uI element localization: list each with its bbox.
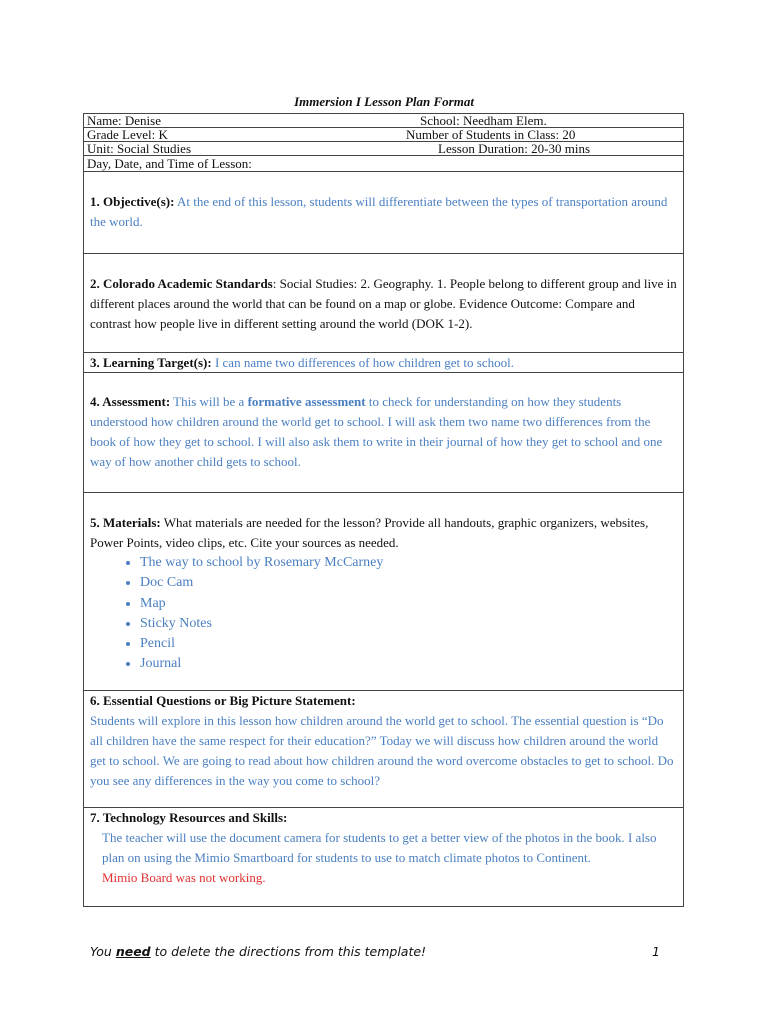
assessment-label: 4. Assessment: [90, 394, 171, 409]
school-name: School: Needham Elem. [420, 113, 547, 128]
grade-level: Grade Level: K [87, 127, 168, 142]
info-row-unit [84, 142, 683, 156]
page-title: Immersion I Lesson Plan Format [294, 94, 474, 109]
lesson-plan-table [83, 113, 684, 907]
objective-text: At the end of this lesson, students will differentiate between the types of transportation around the world. [90, 194, 668, 229]
assessment-bold: formative assessment [247, 394, 366, 409]
section-objective [84, 172, 683, 254]
materials-text: What materials are needed for the lesson? Provide all handouts, graphic organizers, websites, Power Points, video clips, etc. Cite your sources as needed. [90, 515, 649, 550]
section-essential-questions [84, 691, 683, 808]
target-label: 3. Learning Target(s): [90, 355, 212, 370]
info-row-name [84, 114, 683, 128]
lesson-date: Day, Date, and Time of Lesson: [87, 156, 252, 171]
unit: Unit: Social Studies [87, 141, 191, 156]
info-row-date [84, 156, 683, 172]
technology-label: 7. Technology Resources and Skills: [90, 810, 288, 825]
teacher-name: Name: Denise [87, 113, 162, 128]
standards-text: : Social Studies: 2. Geography. 1. People belong to different group and live in different places around the world that can be found on a map or globe. Evidence Outcome: Compare and contrast how people live in different setting around the world (DOK 1-2). [90, 276, 677, 331]
info-row-grade [84, 128, 683, 142]
target-text: I can name two differences of how children get to school. [211, 355, 514, 370]
essential-text: Students will explore in this lesson how children around the world get to school. The essential question is “Do all children have the same respect for their education?” Today we will discuss how children around the world get to school. We are going to read about how children around the word overcome obstacles to get to school. Do you see any differences in the way you come to school? [90, 713, 674, 788]
objective-label: 1. Objective(s): [90, 194, 175, 209]
essential-label: 6. Essential Questions or Big Picture Statement: [90, 693, 356, 708]
materials-label: 5. Materials: [90, 515, 161, 530]
footer-post: to delete the directions from this template! [150, 944, 427, 959]
list-item: • Sticky Notes [140, 614, 677, 634]
assessment-post: to check for understanding on how they students understood how children around the world get to school. I will ask them two name two differences from the book of how they get to school. I will also ask them to write in their journal of how they get to school and one way of how another child gets to school. [90, 394, 663, 469]
standards-label: 2. Colorado Academic Standards [90, 276, 273, 291]
section-standards [84, 254, 683, 353]
section-technology [84, 808, 683, 906]
assessment-pre: This will be a [170, 394, 248, 409]
technology-body [90, 828, 677, 888]
list-item: • Pencil [140, 634, 677, 654]
list-item: • Doc Cam [140, 573, 677, 593]
footer-need: need [115, 944, 151, 959]
materials-list [90, 553, 677, 675]
list-item: • The way to school by Rosemary McCarney [140, 553, 677, 573]
list-item: • Map [140, 594, 677, 614]
student-count: Number of Students in Class: 20 [406, 127, 576, 142]
section-assessment [84, 373, 683, 493]
section-learning-target [84, 353, 683, 373]
technology-note: Mimio Board was not working. [102, 870, 266, 885]
technology-text: The teacher will use the document camera for students to get a better view of the photos in the book. I also plan on using the Mimio Smartboard for students to use to match climate photos to Continent. [102, 830, 657, 865]
footer [90, 944, 660, 959]
lesson-duration: Lesson Duration: 20-30 mins [438, 141, 591, 156]
page-number: 1 [652, 944, 660, 959]
footer-pre: You [90, 944, 116, 959]
list-item: • Journal [140, 654, 677, 674]
section-materials [84, 493, 683, 691]
